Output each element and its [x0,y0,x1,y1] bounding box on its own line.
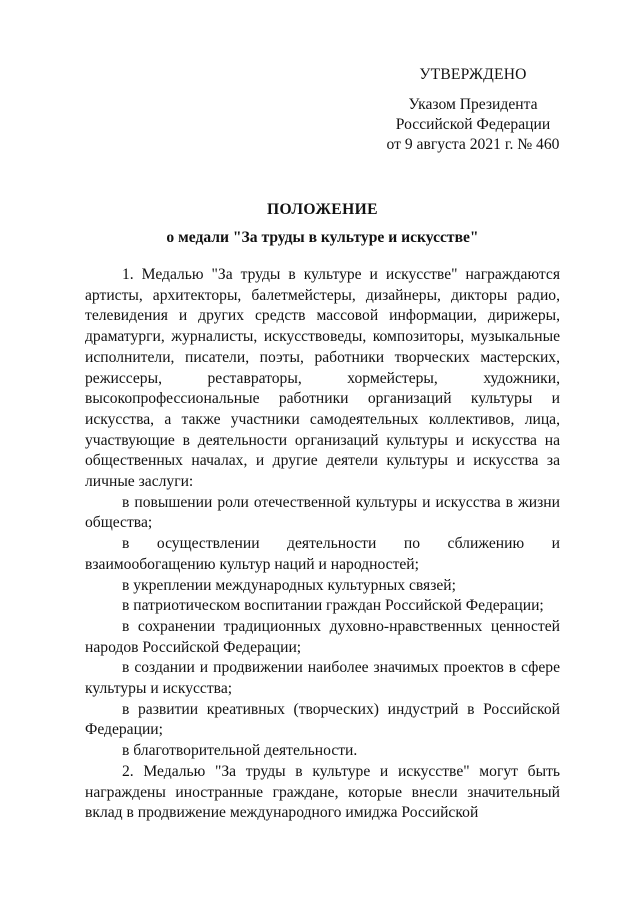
paragraph-9: в благотворительной деятельности. [122,742,358,760]
approval-details [383,95,563,155]
document-subheading: о медали "За труды в культуре и искусстве" [166,229,479,246]
paragraph-10: 2. Медалью "За труды в культуре и искусстве" могут быть награждены иностранные граждане, которые внесли значительный вклад в продвижение международного имиджа Российской [85,762,560,822]
paragraph-1: 1. Медалью "За труды в культуре и искусстве" награждаются артисты, архитекторы, балетмейстеры, дизайнеры, дикторы радио, телевидения и других средств массовой информации, дирижеры, драматурги, журналисты, искусствоведы, композиторы, музыкальные исполнители, писатели, поэты, работники творческих мастерских, режиссеры, реставраторы, хормейстеры, художники, высокопрофессиональные работники организаций культуры и искусства, а также участники самодеятельных коллективов, лица, участвующие в деятельности организаций культуры и искусства на общественных началах, и другие деятели культуры и искусства за личные заслуги: [85,266,560,491]
approval-line-2: Российской Федерации [395,116,551,133]
document-body [85,265,560,824]
paragraph-7: в создании и продвижении наиболее значимых проектов в сфере культуры и искусства; [85,659,560,698]
document-heading: ПОЛОЖЕНИЕ [267,201,378,218]
paragraph-2: в повышении роли отечественной культуры и искусства в жизни общества; [85,493,560,532]
approval-stamp [383,64,563,155]
paragraph-8: в развитии креативных (творческих) индустрий в Российской Федерации; [85,700,560,739]
approval-line-1: Указом Президента [408,96,538,113]
approval-line-3: от 9 августа 2021 г. № 460 [386,136,560,153]
paragraph-3: в осуществлении деятельности по сближению и взаимообогащению культур наций и народностей; [85,535,560,573]
paragraph-4: в укреплении международных культурных связей; [122,576,456,594]
document-title [85,196,560,252]
paragraph-6: в сохранении традиционных духовно-нравственных ценностей народов Российской Федерации; [85,617,560,656]
paragraph-5: в патриотическом воспитании граждан Российской Федерации; [122,597,544,615]
approval-title: УТВЕРЖДЕНО [419,66,527,83]
